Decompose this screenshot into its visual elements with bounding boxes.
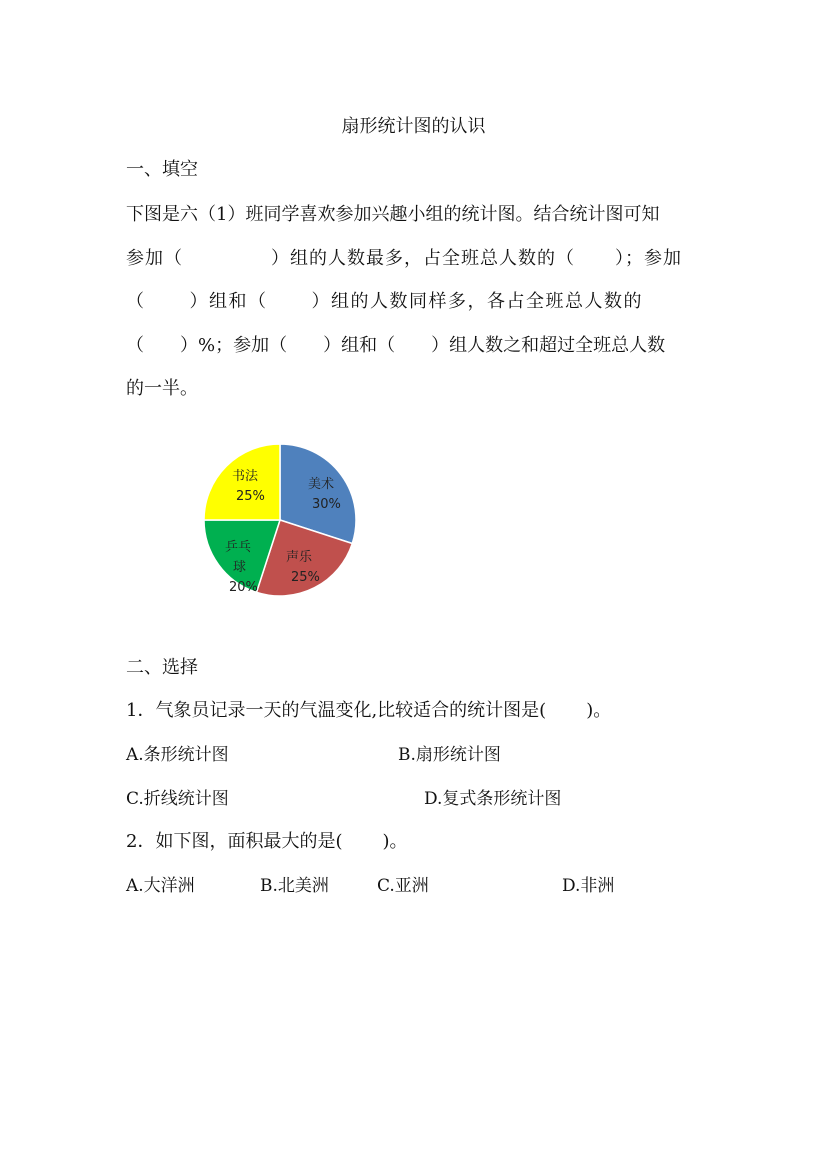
paragraph-line-3 <box>126 280 702 324</box>
label-pingpang-value: 20% <box>229 580 258 595</box>
text: （ <box>126 334 144 356</box>
section2-heading: 二、选择 <box>126 657 198 678</box>
paragraph-line-5: 的一半。 <box>126 378 198 399</box>
q2-option-c[interactable]: C.亚洲 <box>377 876 429 896</box>
fill-blank-paragraph <box>126 193 702 411</box>
text: ）组人数之和超过全班总人数 <box>431 334 666 356</box>
q1-option-c[interactable]: C.折线统计图 <box>126 789 229 809</box>
text: ）组的人数同样多，各占全班总人数的 <box>311 291 643 312</box>
q1-option-b[interactable]: B.扇形统计图 <box>398 745 501 765</box>
text: ）%；参加（ <box>180 334 288 356</box>
label-shengyue-value: 25% <box>291 570 320 585</box>
paragraph-line-4 <box>126 324 702 368</box>
section1-heading: 一、填空 <box>126 159 198 180</box>
q2-option-b[interactable]: B.北美洲 <box>260 876 329 896</box>
text: ）组和（ <box>323 334 396 356</box>
label-shufa-name: 书法 <box>232 469 259 484</box>
text: （ <box>126 291 146 312</box>
page-title: 扇形统计图的认识 <box>341 116 486 137</box>
label-shufa-value: 25% <box>236 489 265 504</box>
label-meishu-value: 30% <box>312 497 341 512</box>
q1-option-d[interactable]: D.复式条形统计图 <box>424 789 562 809</box>
question-1-tail: )。 <box>586 700 612 721</box>
text: ）组和（ <box>189 291 268 312</box>
q1-option-a[interactable]: A.条形统计图 <box>126 745 229 765</box>
question-2-text: 2．如下图，面积最大的是( <box>126 831 343 852</box>
text: ）；参加 <box>615 247 682 269</box>
question-1 <box>126 696 611 722</box>
text: 参加（ <box>126 247 183 269</box>
label-shengyue-name: 声乐 <box>286 550 313 565</box>
label-pingpang-name-1: 乒乓 <box>225 540 252 555</box>
label-pingpang-name-2: 球 <box>233 560 247 575</box>
interest-group-pie-chart <box>190 430 380 605</box>
question-2 <box>126 827 408 853</box>
text: ）组的人数最多，占全班总人数的（ <box>271 247 575 269</box>
q2-option-d[interactable]: D.非洲 <box>562 876 615 896</box>
question-1-text: 1．气象员记录一天的气温变化,比较适合的统计图是( <box>126 700 547 721</box>
paragraph-line-2 <box>126 237 702 281</box>
label-meishu-name: 美术 <box>308 477 335 492</box>
paragraph-line-1: 下图是六（1）班同学喜欢参加兴趣小组的统计图。结合统计图可知 <box>126 204 660 225</box>
question-2-tail: )。 <box>382 831 408 852</box>
q2-option-a[interactable]: A.大洋洲 <box>126 876 195 896</box>
